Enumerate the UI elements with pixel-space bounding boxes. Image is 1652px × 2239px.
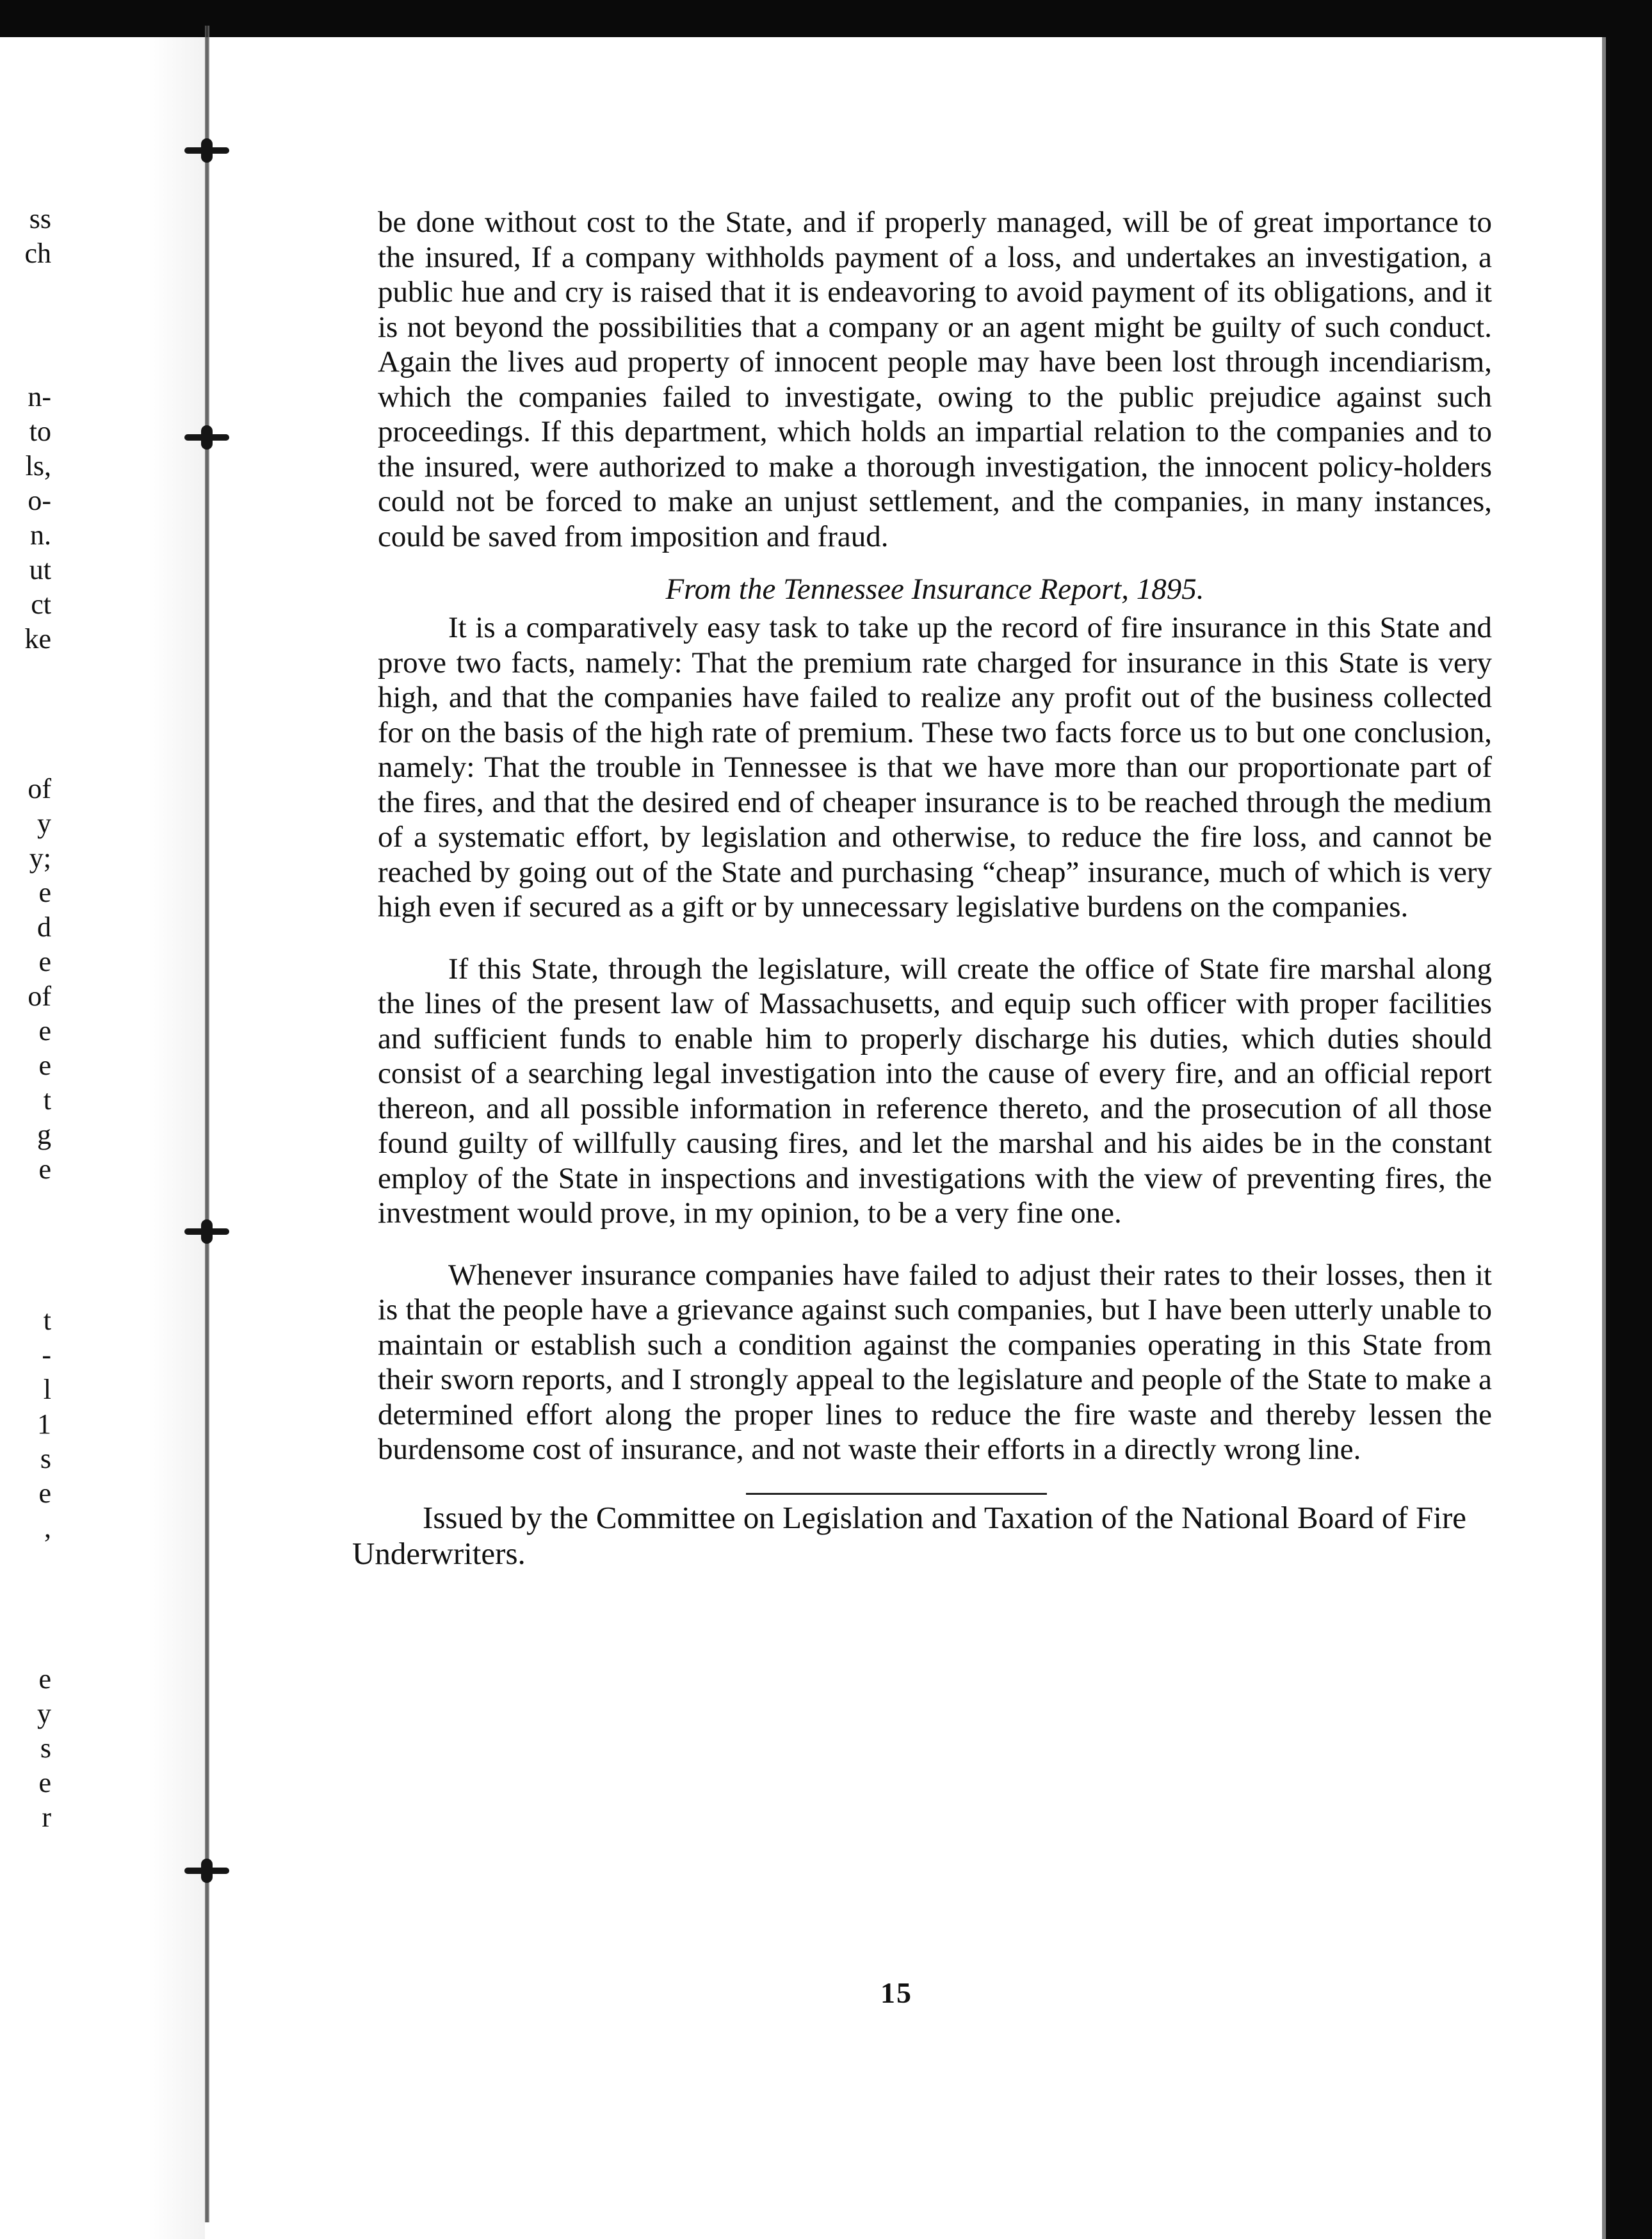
left-page-fragment: e bbox=[38, 1153, 51, 1185]
left-page-fragment: e bbox=[38, 1767, 51, 1798]
left-page-fragment: 1 bbox=[37, 1408, 51, 1440]
book-spine bbox=[205, 26, 209, 2222]
binding-staple bbox=[184, 143, 229, 158]
left-page-fragment: ls, bbox=[25, 450, 51, 482]
left-page-fragment: t bbox=[43, 1084, 51, 1116]
body-paragraph: It is a comparatively easy task to take up the record of fire insurance in this State and prove two facts, namely: That the premium rate charged for insurance in this State is very high, and that the companies have failed to realize any profit out of the business collected for on the basis of the high rate of premium. These two facts force us to but one conclusion, namely: That the trouble in Tennessee is that we have more than our proportionate part of the fires, and that the desired end of cheaper insurance is to be reached through the medium of a systematic effort, by legislation and otherwise, to reduce the fire loss, and cannot be reached by going out of the State and purchasing “cheap” insurance, much of which is very high even if secured as a gift or by unnecessary legislative burdens on the companies. bbox=[378, 611, 1492, 924]
left-page-fragment: ke bbox=[24, 623, 51, 655]
left-page-fragment: r bbox=[42, 1802, 51, 1833]
issued-by-note: Issued by the Committee on Legislation and Taxation of the National Board of Fire Underwriters. bbox=[352, 1499, 1467, 1571]
scan-border-top bbox=[0, 0, 1652, 37]
left-page-fragment: y bbox=[37, 808, 51, 839]
left-page-fragment: t bbox=[43, 1305, 51, 1336]
left-page-fragment: g bbox=[37, 1119, 51, 1150]
left-page-fragment: e bbox=[38, 1478, 51, 1509]
left-page-fragment: ss bbox=[29, 203, 51, 234]
left-page-fragment: y bbox=[37, 1698, 51, 1729]
left-page-fragment: e bbox=[38, 1663, 51, 1695]
left-page-fragment: s bbox=[40, 1732, 51, 1764]
left-page-fragment: e bbox=[38, 1050, 51, 1081]
left-page-fragment: y; bbox=[29, 842, 51, 874]
left-page-fragment: s bbox=[40, 1443, 51, 1474]
spine-shadow bbox=[147, 37, 205, 2239]
scan-border-right bbox=[1606, 0, 1652, 2239]
section-heading: From the Tennessee Insurance Report, 1895. bbox=[665, 573, 1204, 606]
left-page-fragment: of bbox=[28, 773, 51, 804]
divider-rule bbox=[746, 1493, 1047, 1495]
body-paragraph: be done without cost to the State, and if properly managed, will be of great importance to the insured, If a company withholds payment of a loss, and undertakes an investigation, a public hue and cry is raised that it is endeavoring to avoid payment of its obligations, and it is not beyond the possibilities that a company or an agent might be guilty of such conduct. Again the lives aud property of innocent people may have been lost through incendiarism, which the companies failed to investigate, owing to the public prejudice against such proceedings. If this department, which holds an impartial relation to the companies and to the insured, were authorized to make a thorough investigation, the innocent policy-holders could not be forced to make an unjust settlement, and the companies, in many instances, could be saved from imposition and fraud. bbox=[378, 206, 1492, 553]
left-page-fragment: ut bbox=[29, 554, 51, 585]
left-page-fragment: to bbox=[29, 416, 51, 447]
left-page-fragment: of bbox=[28, 981, 51, 1012]
page-number: 15 bbox=[880, 1976, 912, 2009]
left-page-fragment: e bbox=[38, 946, 51, 977]
binding-staple bbox=[184, 1864, 229, 1878]
left-page-fragment: ct bbox=[31, 589, 51, 620]
page-body bbox=[352, 205, 1492, 1572]
left-page-fragment: ch bbox=[24, 238, 51, 269]
left-page-fragment: d bbox=[37, 911, 51, 943]
page-edge-shadow bbox=[1602, 37, 1606, 2239]
binding-staple bbox=[184, 1225, 229, 1239]
left-page-fragment: e bbox=[38, 877, 51, 908]
left-page-fragment: n- bbox=[28, 381, 51, 412]
left-page-fragment: l bbox=[43, 1374, 51, 1405]
binding-staple bbox=[184, 430, 229, 444]
body-paragraph: If this State, through the legislature, will create the office of State fire marshal along the lines of the present law of Massachusetts, and equip such officer with proper facilities and sufficient funds to enable him to properly discharge his duties, which duties should consist of a searching legal investigation into the cause of every fire, and an official report thereon, and all possible information in reference thereto, and the prosecution of all those found guilty of willfully causing fires, and let the marshal and his aides be in the constant employ of the State in inspections and investigations with the view of preventing fires, the investment would prove, in my opinion, to be a very fine one. bbox=[378, 952, 1492, 1230]
body-paragraph: Whenever insurance companies have failed to adjust their rates to their losses, then it is that the people have a grievance against such companies, but I have been utterly unable to maintain or establish such a condition against the companies operating in this State from their sworn reports, and I strongly appeal to the legislature and people of the State to make a determined effort along the proper lines to reduce the fire waste and thereby lessen the burdensome cost of insurance, and not waste their efforts in a directly wrong line. bbox=[378, 1258, 1492, 1466]
left-page-fragment: o- bbox=[28, 485, 51, 516]
left-page-fragment: e bbox=[38, 1015, 51, 1046]
left-page-fragment: n. bbox=[30, 519, 51, 551]
left-page-fragment: , bbox=[44, 1512, 51, 1543]
left-page-fragment: - bbox=[42, 1339, 51, 1371]
